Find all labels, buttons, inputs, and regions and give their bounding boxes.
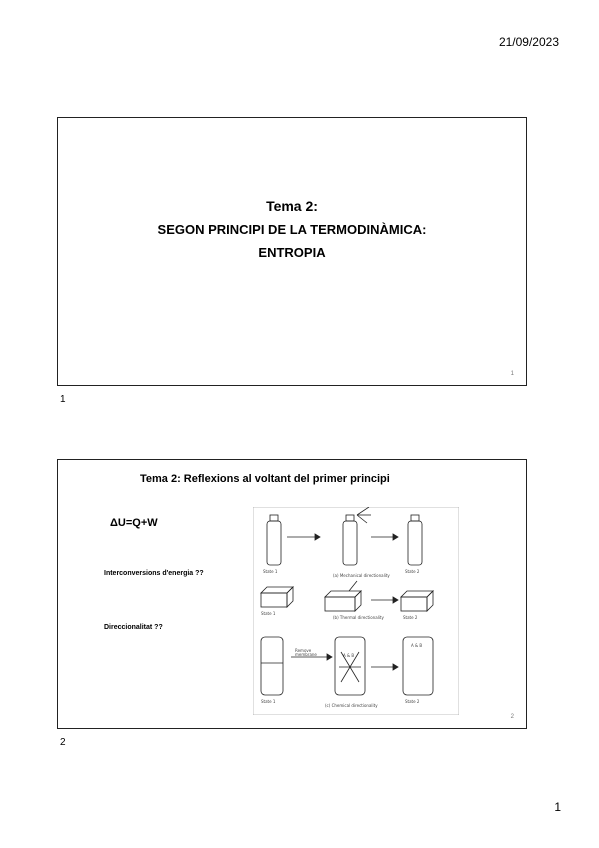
directionality-figure <box>253 507 459 715</box>
slide-2-label: 2 <box>60 737 66 748</box>
slide-2-title: Tema 2: Reflexions al voltant del primer principi <box>140 473 390 485</box>
document-date: 21/09/2023 <box>498 35 559 49</box>
svg-text:(a) Mechanical directionality: (a) Mechanical directionality <box>333 573 390 578</box>
slide-1-title-line-3: ENTROPIA <box>258 245 326 260</box>
first-law-equation: ΔU=Q+W <box>110 517 158 529</box>
svg-text:State 1: State 1 <box>261 699 276 704</box>
page-number: 1 <box>554 800 561 814</box>
svg-text:(c) Chemical directionality: (c) Chemical directionality <box>325 703 378 708</box>
svg-text:State 2: State 2 <box>405 569 420 574</box>
svg-text:State 1: State 1 <box>263 569 278 574</box>
question-directionality: Direccionalitat ?? <box>104 624 163 631</box>
slide-2-number: 2 <box>510 714 514 720</box>
svg-text:membrane: membrane <box>295 652 317 657</box>
svg-text:Remove: Remove <box>295 648 312 653</box>
slide-2 <box>57 459 527 729</box>
svg-text:State 1: State 1 <box>261 611 276 616</box>
svg-text:State 2: State 2 <box>405 699 420 704</box>
question-energy-interconversions: Interconversions d'energia ?? <box>104 570 204 577</box>
svg-text:A & B: A & B <box>343 653 355 658</box>
svg-text:(b) Thermal directionality: (b) Thermal directionality <box>333 615 384 620</box>
slide-1-title-line-1: Tema 2: <box>266 198 318 214</box>
slide-1-title-line-2: SEGON PRINCIPI DE LA TERMODINÀMICA: <box>157 222 427 237</box>
svg-text:A & B: A & B <box>411 643 423 648</box>
slide-1 <box>57 117 527 386</box>
slide-1-label: 1 <box>60 394 66 405</box>
svg-text:State 2: State 2 <box>403 615 418 620</box>
slide-1-number: 1 <box>510 371 514 377</box>
